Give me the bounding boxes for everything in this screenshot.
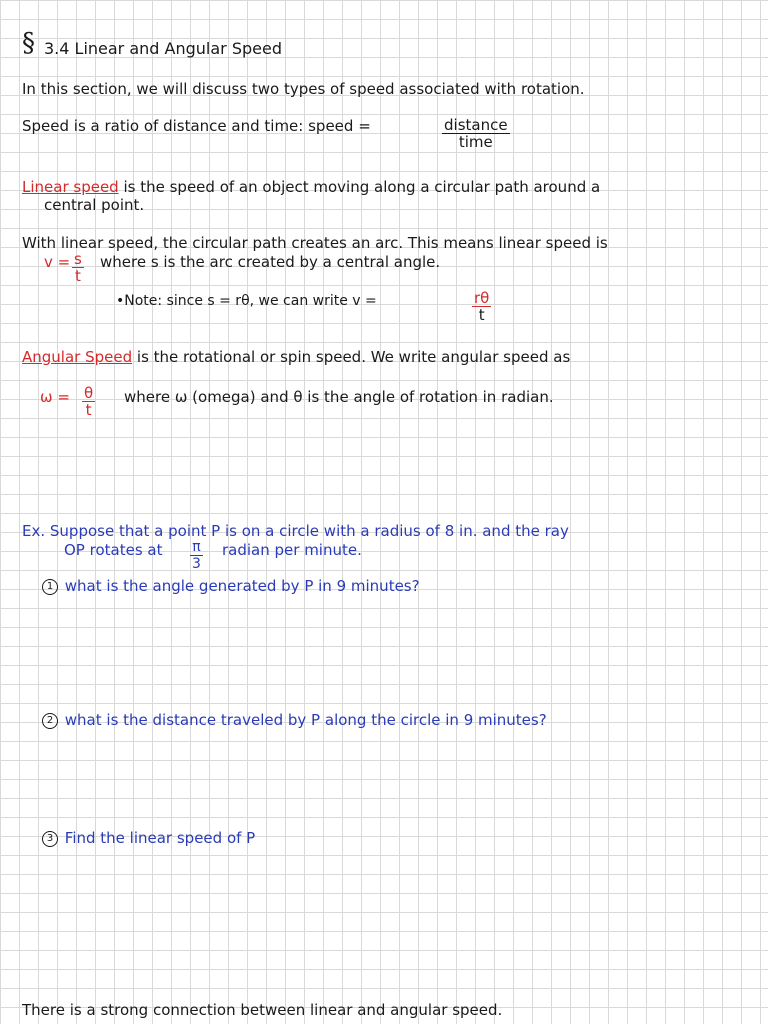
example-rate-numerator: π — [190, 539, 203, 556]
question-2-text: what is the distance traveled by P along the circle in 9 minutes? — [64, 711, 547, 729]
question-2-number: 2 — [42, 713, 58, 729]
linear-formula-lhs: v = — [44, 253, 71, 271]
example-line-1: Ex. Suppose that a point P is on a circle with a radius of 8 in. and the ray — [22, 522, 569, 540]
linear-speed-term: Linear speed — [22, 178, 119, 196]
footer-connection-text: There is a strong connection between linear and angular speed. — [22, 1001, 503, 1019]
linear-formula-fraction — [72, 251, 84, 284]
angular-formula-lhs: ω = — [40, 388, 70, 406]
speed-fraction-numerator: distance — [444, 116, 508, 134]
linear-formula-explanation: where s is the arc created by a central angle. — [100, 253, 441, 271]
question-3-number: 3 — [42, 831, 58, 847]
angular-formula-fraction — [82, 385, 95, 418]
linear-definition — [22, 178, 600, 196]
example-rate-fraction — [190, 539, 203, 572]
section-symbol: § — [22, 28, 35, 58]
angular-formula-numerator: θ — [84, 384, 94, 402]
question-1-number: 1 — [42, 579, 58, 595]
arc-explanation: With linear speed, the circular path creates an arc. This means linear speed is — [22, 234, 608, 252]
linear-definition-line-2: central point. — [44, 196, 145, 214]
angular-formula-explanation: where ω (omega) and θ is the angle of rotation in radian. — [124, 388, 554, 406]
question-3 — [42, 829, 255, 847]
linear-formula-denominator: t — [74, 267, 81, 285]
linear-note-fraction — [472, 290, 491, 323]
example-rate-denominator: 3 — [192, 556, 201, 572]
question-1 — [42, 577, 420, 595]
linear-note: •Note: since s = rθ, we can write v = — [116, 293, 377, 309]
question-2 — [42, 711, 547, 729]
speed-fraction-denominator: time — [458, 133, 493, 151]
linear-definition-text: is the speed of an object moving along a circular path around a — [123, 178, 601, 196]
page-title: 3.4 Linear and Angular Speed — [44, 39, 282, 58]
intro-line-1: In this section, we will discuss two types of speed associated with rotation. — [22, 80, 585, 98]
angular-speed-term: Angular Speed — [22, 348, 133, 366]
question-3-text: Find the linear speed of P — [64, 829, 256, 847]
example-line-2-suffix: radian per minute. — [222, 541, 362, 559]
linear-formula-numerator: s — [74, 250, 82, 268]
intro-line-2: Speed is a ratio of distance and time: speed = — [22, 117, 371, 135]
angular-definition — [22, 348, 570, 366]
angular-formula-denominator: t — [85, 401, 92, 419]
linear-note-denominator: t — [478, 306, 485, 324]
question-1-text: what is the angle generated by P in 9 minutes? — [64, 577, 420, 595]
speed-fraction — [442, 117, 510, 150]
example-line-2-prefix: OP rotates at — [64, 541, 163, 559]
angular-definition-text: is the rotational or spin speed. We write angular speed as — [136, 348, 571, 366]
linear-note-numerator: rθ — [474, 289, 490, 307]
